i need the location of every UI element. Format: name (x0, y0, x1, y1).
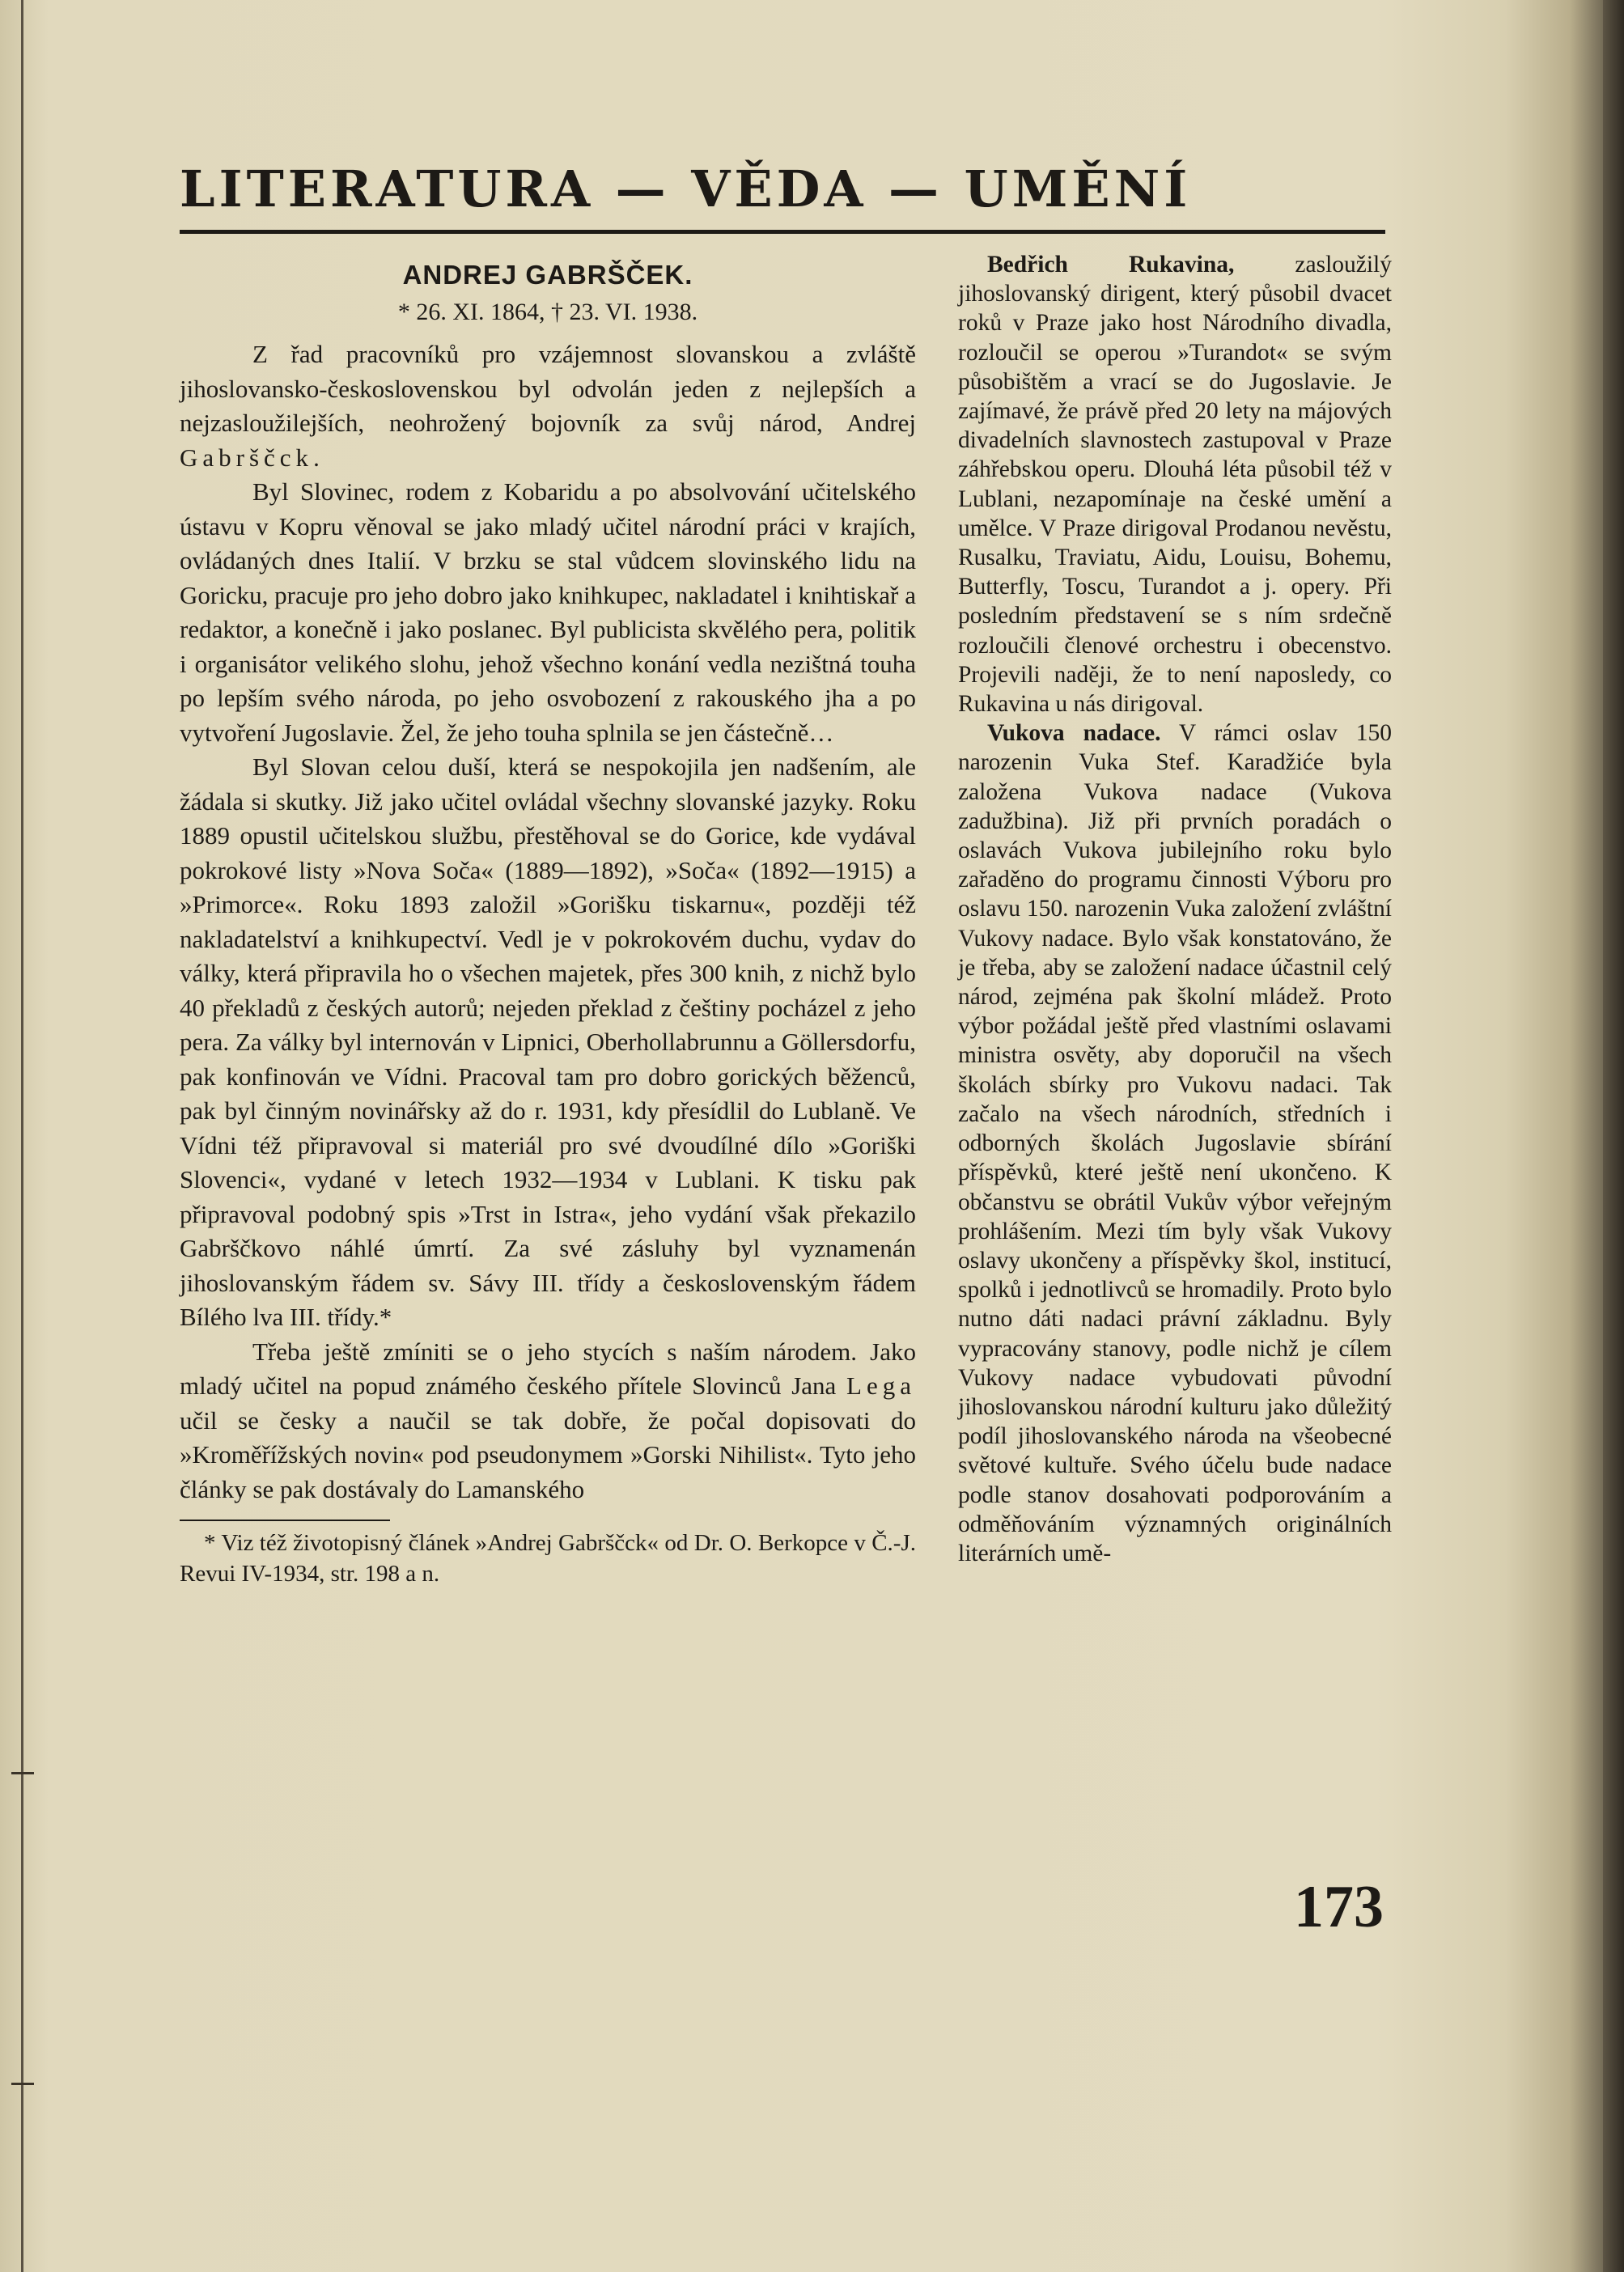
article-dates: * 26. XI. 1864, † 23. VI. 1938. (397, 299, 698, 325)
article-title: ANDREJ GABRŠČEK. (402, 260, 693, 290)
article-paragraph: Byl Slovinec, rodem z Kobaridu a po absolvování učitelského ústavu v Kopru věnoval se jako mladý učitel národní práci v krajích, ovládaných dnes Italií. V brzku se stal vůdcem slovinského lidu na Goricku, pracuje pro jeho dobro jako knihkupec, nakladatel i knihtiskař a redaktor, a konečně i jako poslanec. Byl publicista skvělého pera, politik i organisátor velikého slohu, jehož všechno konání vedla nezištná touha po lepším svého národa, po jeho osvobození z rakouského jha a po vytvoření Jugoslavie. Žel, že jeho touha splnila se jen částečně… (180, 477, 916, 747)
binding-mark (11, 1772, 34, 1774)
two-column-layout (180, 250, 1393, 2030)
news-item-vukova (958, 718, 1392, 1568)
paragraph-text: . (313, 443, 320, 472)
page-edge-shadow (1603, 0, 1624, 2272)
paragraph-text: Z řad pracovníků pro vzájemnost slovanskou a zvláště jihoslovansko-československou byl odvolán jeden z nejlepších a nejzasloužilejších, neohrožený bojovník za svůj národ, Andrej (180, 340, 916, 437)
news-item-heading: Vukova nadace. (987, 720, 1161, 747)
news-item-text: zasloužilý jihoslovanský dirigent, který působil dvacet roků v Praze jako host Národního divadla, rozloučil se operou »Turandot« se svým působištěm a vrací se do Jugoslavie. Je zajímavé, že právě před 20 lety na májových divadelních slavnostech zastupoval v Praze záhřebskou operu. Dlouhá léta působil též v Lublani, nezapomínaje na české umění a umělce. V Praze dirigoval Prodanou nevěstu, Rusalku, Traviatu, Aidu, Louisu, Bohemu, Butterfly, Toscu, Turandot a j. opery. Při posledním představení se s ním srdečně rozloučili členové orchestru i obecenstvo. Projevili naději, že to není naposledy, co Rukavina u nás dirigoval. (958, 252, 1393, 718)
header-rule (180, 230, 1385, 234)
article-paragraph (180, 1335, 916, 1507)
left-column (180, 250, 916, 1589)
article-paragraph: Byl Slovan celou duší, která se nespokojila jen nadšením, ale žádala si skutky. Již jako učitel ovládal všechny slovanské jazyky. Roku 1889 opustil učitelskou službu, přestěhoval se do Gorice, kde vydával pokrokové listy »Nova Soča« (1889—1892), »Soča« (1892—1915) a »Primorce«. Roku 1893 založil »Gorišku tiskarnu«, později též nakladatelství a knihkupectví. Vedl je v pokrokovém duchu, vydav do války, která připravila ho o všechen majetek, přes 300 knih, z nichž bylo 40 překladů z českých autorů; nejeden překlad z češtiny pocházel z jeho pera. Za války byl internován v Lipnici, Oberhollabrunnu a Göllersdorfu, pak konfinován ve Vídni. Pracoval tam pro dobro gorických běženců, pak byl činným novinářsky až do r. 1931, kdy přesídlil do Lublaně. Ve Vídni též připravoval si materiál pro své dvoudílné dílo »Goriški Slovenci«, vydané v letech 1932—1934 v Lublani. K tisku pak připravoval podobný spis »Trst in Istra«, jeho vydání však překazilo Gabrščkovo náhlé úmrtí. Za své zásluhy byl vyznamenán jihoslovanským řádem sv. Sávy III. třídy a československým řádem Bílého lva III. třídy.* (180, 752, 916, 1331)
page-number: 173 (1294, 1874, 1384, 1940)
binding-line (21, 0, 23, 2272)
section-title: LITERATURA — VĚDA — UMĚNÍ (180, 159, 1192, 218)
footnote-rule (180, 1520, 390, 1521)
paragraph-text: Třeba ještě zmíniti se o jeho stycích s naším národem. Jako mladý učitel na popud známého českého přítele Slovinců Jana (180, 1337, 916, 1400)
article-paragraph (180, 337, 916, 475)
news-item-heading: Bedřich Rukavina, (987, 252, 1235, 278)
news-item-rukavina (958, 250, 1392, 718)
page-content (180, 159, 1393, 2030)
paragraph-text: učil se česky a naučil se tak dobře, že počal dopisovati do »Kroměřížských novin« pod pseudonymem »Gorski Nihilist«. Tyto jeho články se pak dostávaly do Lamanského (180, 1405, 916, 1503)
binding-mark (11, 2083, 34, 2085)
spaced-name: Gabrščck (180, 443, 314, 472)
footnote: * Viz též životopisný článek »Andrej Gabrščck« od Dr. O. Berkopce v Č.-J. Revui IV-1934, str. 198 a n. (180, 1530, 916, 1587)
news-item-text: V rámci oslav 150 narozenin Vuka Stef. Karadžiće byla založena Vukova nadace (Vukova zadužbina). Již při prvních poradách o oslavách Vukova jubilejního roku bylo zařaděno do programu činnosti Výboru pro oslavu 150. narozenin Vuka založení zvláštní Vukovy nadace. Bylo však konstatováno, že je třeba, aby se založení nadace účastnil celý národ, zejména pak školní mládež. Proto výbor požádal ještě před vlastními oslavami ministra osvěty, aby doporučil na všech školách sbírky pro Vukovu nadaci. Tak začalo na všech národních, středních i odborných školách Jugoslavie sbírání příspěvků, které ještě není ukončeno. K občanstvu se obrátil Vukův výbor veřejným prohlášením. Mezi tím byly však Vukovy oslavy ukončeny a příspěvky škol, institucí, spolků i jednotlivců se hromadily. Proto bylo nutno dáti nadaci právní základnu. Byly vypracovány stanovy, podle nichž je cílem Vukovy nadace vybudovati původní jihoslovanskou národní kulturu jako důležitý podíl jihoslovanského národa na všeobecné světové kultuře. Svého účelu bude nadace podle stanov dosahovati podporováním a odměňováním významných originálních literárních umě- (958, 720, 1392, 1566)
spaced-name: Lega (846, 1371, 916, 1400)
right-column (958, 250, 1392, 1568)
